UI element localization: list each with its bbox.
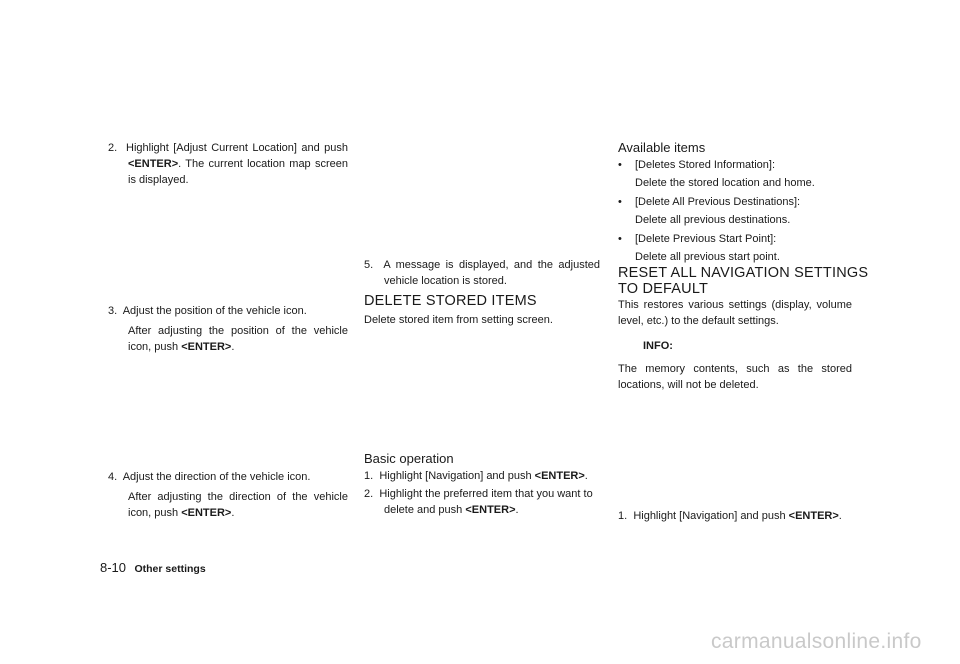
available-items-list bbox=[618, 157, 858, 265]
heading-reset-line-1: RESET ALL NAVIGATION SETTINGS bbox=[618, 265, 869, 281]
reset-step-1 bbox=[618, 508, 868, 524]
step-5-text: A message is displayed, and the adjusted vehicle location is stored. bbox=[383, 259, 600, 287]
bullet-icon: • bbox=[618, 196, 622, 208]
delete-intro: Delete stored item from setting screen. bbox=[364, 314, 553, 326]
basic-step-2 bbox=[364, 486, 600, 518]
enter-key-label: <ENTER> bbox=[181, 341, 232, 353]
section-title: Other settings bbox=[134, 563, 206, 575]
item-description: Delete all previous start point. bbox=[635, 251, 780, 263]
enter-key-label: <ENTER> bbox=[465, 504, 516, 516]
enter-key-label: <ENTER> bbox=[181, 507, 232, 519]
enter-key-label: <ENTER> bbox=[534, 470, 585, 482]
heading-reset-line-2: TO DEFAULT bbox=[618, 281, 709, 297]
basic-step-2-number: 2. bbox=[364, 488, 374, 500]
step-5-number: 5. bbox=[364, 259, 374, 271]
enter-key-label: <ENTER> bbox=[788, 510, 839, 522]
item-label: [Deletes Stored Information]: bbox=[635, 159, 776, 171]
step-4-text: Adjust the direction of the vehicle icon. bbox=[122, 471, 311, 483]
list-item bbox=[618, 231, 858, 265]
page-footer bbox=[100, 559, 206, 577]
heading-delete-stored-items: DELETE STORED ITEMS bbox=[364, 293, 537, 309]
item-description: Delete all previous destinations. bbox=[635, 214, 791, 226]
reset-step-1-text: Highlight [Navigation] and push bbox=[633, 510, 789, 522]
step-4 bbox=[108, 469, 348, 521]
basic-step-1-end: . bbox=[584, 470, 588, 482]
step-2 bbox=[108, 140, 348, 188]
page-number: 8-10 bbox=[100, 560, 127, 575]
reset-intro: This restores various settings (display, volume level, etc.) to the default settings. bbox=[618, 299, 852, 327]
basic-step-1-text: Highlight [Navigation] and push bbox=[379, 470, 535, 482]
bullet-icon: • bbox=[618, 159, 622, 171]
basic-step-2-end: . bbox=[515, 504, 519, 516]
info-text: The memory contents, such as the stored locations, will not be deleted. bbox=[618, 363, 852, 391]
info-label: INFO: bbox=[643, 340, 673, 352]
bullet-icon: • bbox=[618, 233, 622, 245]
list-item bbox=[618, 194, 858, 228]
step-3-detail-end: . bbox=[231, 341, 235, 353]
step-2-text-end: . The current location map screen is displayed. bbox=[128, 158, 348, 186]
step-3-detail: After adjusting the position of the vehicle icon, push bbox=[128, 325, 348, 353]
step-2-number: 2. bbox=[108, 142, 118, 154]
basic-step-1 bbox=[364, 468, 604, 484]
basic-step-2-text: Highlight the preferred item that you want to delete and push bbox=[379, 488, 593, 516]
enter-key-label: <ENTER> bbox=[128, 158, 179, 170]
reset-step-1-end: . bbox=[838, 510, 842, 522]
step-4-detail-end: . bbox=[231, 507, 235, 519]
reset-step-1-number: 1. bbox=[618, 510, 628, 522]
step-4-detail: After adjusting the direction of the vehicle icon, push bbox=[128, 491, 348, 519]
item-description: Delete the stored location and home. bbox=[635, 177, 815, 189]
item-label: [Delete Previous Start Point]: bbox=[635, 233, 777, 245]
step-5 bbox=[364, 257, 600, 289]
step-3-text: Adjust the position of the vehicle icon. bbox=[122, 305, 307, 317]
watermark: carmanualsonline.info bbox=[711, 630, 922, 653]
step-4-number: 4. bbox=[108, 471, 118, 483]
list-item bbox=[618, 157, 858, 191]
heading-reset-navigation bbox=[618, 265, 868, 297]
basic-step-1-number: 1. bbox=[364, 470, 374, 482]
heading-available-items: Available items bbox=[618, 140, 706, 155]
step-2-text: Highlight [Adjust Current Location] and push bbox=[126, 142, 348, 154]
item-label: [Delete All Previous Destinations]: bbox=[635, 196, 801, 208]
step-3-number: 3. bbox=[108, 305, 118, 317]
step-3 bbox=[108, 303, 348, 355]
heading-basic-operation: Basic operation bbox=[364, 451, 454, 466]
